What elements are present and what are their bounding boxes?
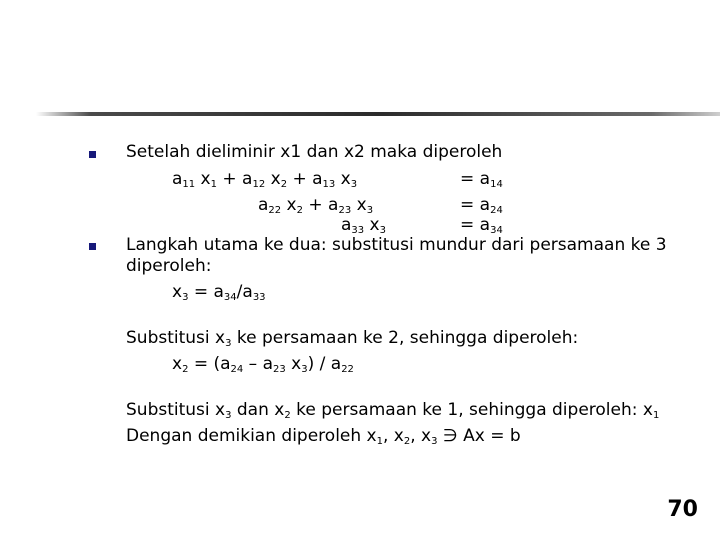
text-substitution-2: Substitusi $x_3$ dan $x_2$ ke persamaan ke 1, sehingga diperoleh: $x_1$: [126, 400, 660, 421]
equation-x2: $x_2 = (a_{24} - a_{23}$ $x_3) / a_{22}$: [172, 354, 354, 375]
equation-1-rhs: = $a_{14}$: [460, 169, 503, 190]
equation-1-lhs: $a_{11}$ $x_1 + a_{12}$ $x_2 + a_{13}$ $x_3$: [172, 169, 358, 190]
text-substitution-1: Substitusi $x_3$ ke persamaan ke 2, sehingga diperoleh:: [126, 328, 579, 349]
equation-3-lhs: $a_{33}$ $x_3$: [341, 215, 386, 236]
text-conclusion: Dengan demikian diperoleh $x_1$, $x_2$, $x_3$ ∋ Ax = b: [126, 426, 521, 447]
title-divider: [36, 112, 720, 116]
page-number: 70: [667, 497, 698, 522]
equation-2-lhs: $a_{22}$ $x_2 + a_{23}$ $x_3$: [258, 195, 374, 216]
bullet-icon: [89, 151, 96, 158]
equation-3-rhs: = $a_{34}$: [460, 215, 503, 236]
text-line-2a: Langkah utama ke dua: substitusi mundur dari persamaan ke 3: [126, 235, 667, 255]
equation-2-rhs: = $a_{24}$: [460, 195, 503, 216]
bullet-icon: [89, 243, 96, 250]
equation-x3: $x_3 = a_{34}/a_{33}$: [172, 282, 266, 303]
text-line-1: Setelah dieliminir x1 dan x2 maka diperoleh: [126, 142, 503, 162]
text-line-2b: diperoleh:: [126, 256, 212, 276]
